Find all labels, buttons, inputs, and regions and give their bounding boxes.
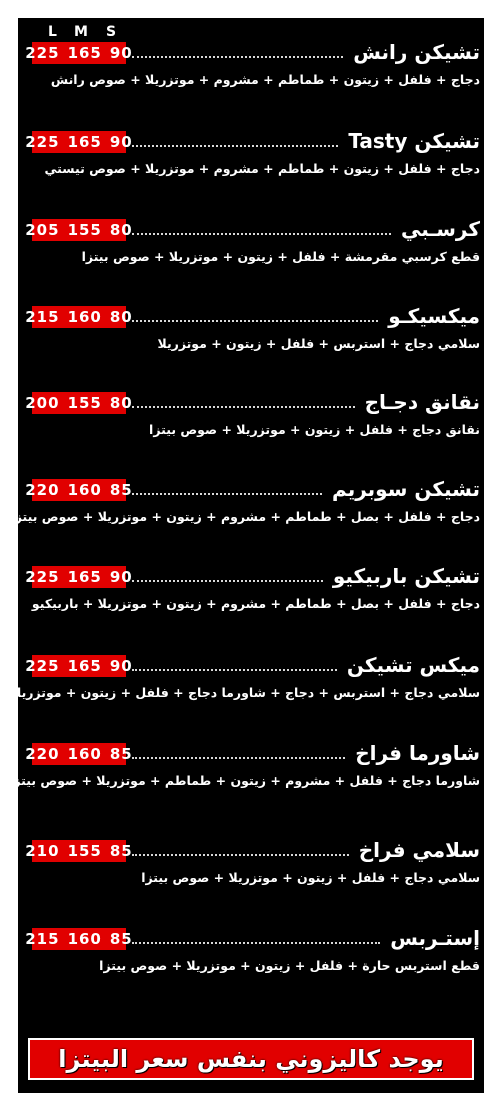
dotted-leader <box>132 56 343 58</box>
dotted-leader <box>132 942 380 944</box>
price-tag <box>25 655 133 677</box>
price-small: 90 <box>109 568 133 586</box>
price-large: 225 <box>25 133 60 151</box>
price-medium: 165 <box>67 44 102 62</box>
price-tag <box>25 479 133 501</box>
price-tag <box>25 566 133 588</box>
size-label-small: S <box>106 24 117 40</box>
menu-item-row <box>18 562 484 590</box>
item-description: شاورما دجاج + فلفل + مشروم + زيتون + طماطم + موتزريلا + صوص بيتزا <box>9 773 480 788</box>
price-medium: 160 <box>67 745 102 763</box>
item-name: نقانق دجـاج <box>364 390 480 414</box>
price-tag <box>25 928 133 950</box>
menu-item-row <box>18 924 484 952</box>
item-name: تشيكن سوبريم <box>332 477 480 501</box>
item-description: دجاج + فلفل + زيتون + طماطم + مشروم + موتزريلا + صوص تيستي <box>44 161 480 176</box>
menu-item-row <box>18 836 484 864</box>
dotted-leader <box>132 406 355 408</box>
price-large: 215 <box>25 930 60 948</box>
price-medium: 165 <box>67 568 102 586</box>
price-tag <box>25 840 133 862</box>
price-large: 225 <box>25 657 60 675</box>
price-large: 220 <box>25 745 60 763</box>
item-name: ميكس تشيكن <box>346 653 480 677</box>
menu-item-row <box>18 215 484 243</box>
price-tag <box>25 743 133 765</box>
item-description: قطع كرسبي مقرمشة + فلفل + زيتون + موتزريلا + صوص بيتزا <box>81 249 480 264</box>
item-description: سلامي دجاج + استربس + دجاج + شاورما دجاج + فلفل + زيتون + موتزريلا <box>12 685 480 700</box>
price-small: 85 <box>109 842 133 860</box>
item-description: قطع استربس حارة + فلفل + زيتون + موتزريلا + صوص بيتزا <box>99 958 480 973</box>
price-small: 90 <box>109 133 133 151</box>
menu-item-row <box>18 475 484 503</box>
price-large: 225 <box>25 568 60 586</box>
price-medium: 160 <box>67 308 102 326</box>
price-large: 225 <box>25 44 60 62</box>
price-large: 210 <box>25 842 60 860</box>
price-small: 85 <box>109 745 133 763</box>
size-label-medium: M <box>74 24 88 40</box>
menu-board <box>9 18 484 1093</box>
item-name: شاورما فراخ <box>355 741 480 765</box>
price-small: 80 <box>109 394 133 412</box>
price-tag <box>25 392 133 414</box>
dotted-leader <box>132 145 338 147</box>
price-tag <box>25 131 133 153</box>
price-medium: 160 <box>67 481 102 499</box>
item-description: دجاج + فلفل + زيتون + طماطم + مشروم + موتزريلا + صوص رانش <box>50 72 480 87</box>
menu-item-row <box>18 38 484 66</box>
dotted-leader <box>132 854 349 856</box>
price-medium: 155 <box>67 842 102 860</box>
price-small: 90 <box>109 44 133 62</box>
menu-item-row <box>18 302 484 330</box>
item-name: سلامي فراخ <box>358 838 480 862</box>
menu-item-row <box>18 739 484 767</box>
price-small: 80 <box>109 221 133 239</box>
dotted-leader <box>132 580 323 582</box>
menu-item-row <box>18 127 484 155</box>
dotted-leader <box>132 493 322 495</box>
item-description: سلامي دجاج + استربس + فلفل + زيتون + موتزريلا <box>157 336 480 351</box>
dotted-leader <box>132 669 337 671</box>
item-description: نقانق دجاج + فلفل + زيتون + موتزريلا + صوص بيتزا <box>149 422 480 437</box>
price-large: 220 <box>25 481 60 499</box>
price-small: 80 <box>109 308 133 326</box>
price-medium: 155 <box>67 394 102 412</box>
price-small: 90 <box>109 657 133 675</box>
price-tag <box>25 42 133 64</box>
item-name: تشيكن باربيكيو <box>332 564 480 588</box>
item-description: دجاج + فلفل + بصل + طماطم + مشروم + زيتون + موتزريلا + باربيكيو <box>31 596 480 611</box>
menu-item-row <box>18 651 484 679</box>
item-description: سلامي دجاج + فلفل + زيتون + موتزريلا + صوص بيتزا <box>141 870 480 885</box>
price-large: 200 <box>25 394 60 412</box>
price-medium: 160 <box>67 930 102 948</box>
price-medium: 165 <box>67 133 102 151</box>
price-tag <box>25 219 133 241</box>
price-tag <box>25 306 133 328</box>
item-name: كرسـبي <box>401 217 480 241</box>
item-description: دجاج + فلفل + بصل + طماطم + مشروم + زيتون + موتزريلا + صوص بيتزا <box>10 509 480 524</box>
price-medium: 155 <box>67 221 102 239</box>
price-small: 85 <box>109 481 133 499</box>
calzone-banner: يوجد كاليزوني بنفس سعر البيتزا <box>28 1038 474 1080</box>
dotted-leader <box>132 320 378 322</box>
item-name: إستـربس <box>390 926 480 950</box>
dotted-leader <box>132 757 345 759</box>
menu-item-row <box>18 388 484 416</box>
size-label-large: L <box>48 24 57 40</box>
price-large: 205 <box>25 221 60 239</box>
price-large: 215 <box>25 308 60 326</box>
item-name: تشيكن رانش <box>353 40 480 64</box>
item-name: ميكسيكـو <box>388 304 480 328</box>
price-small: 85 <box>109 930 133 948</box>
dotted-leader <box>132 233 391 235</box>
price-medium: 165 <box>67 657 102 675</box>
item-name: تشيكن Tasty <box>348 129 480 153</box>
